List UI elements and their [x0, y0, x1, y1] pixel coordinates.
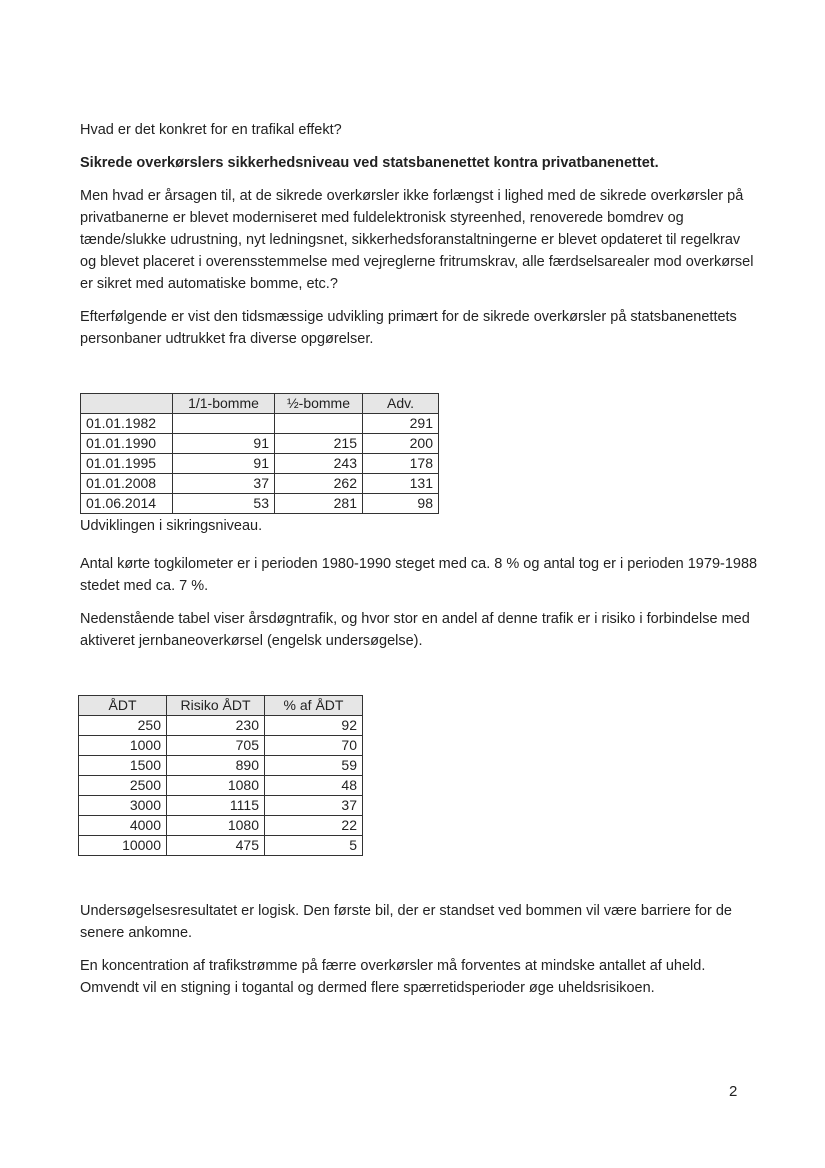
- table-cell: 1080: [167, 816, 265, 836]
- table-cell: 890: [167, 756, 265, 776]
- page-number: 2: [729, 1083, 738, 1100]
- table-cell: 91: [173, 434, 275, 454]
- table-cell: 1500: [79, 756, 167, 776]
- table-cell: 92: [265, 716, 363, 736]
- table-cell: 3000: [79, 796, 167, 816]
- table-header-cell: % af ÅDT: [265, 696, 363, 716]
- table-cell: 53: [173, 494, 275, 514]
- table-cell: 131: [363, 474, 439, 494]
- table-cell: 01.01.2008: [81, 474, 173, 494]
- table-header-cell: ÅDT: [79, 696, 167, 716]
- table-header-cell: ½-bomme: [275, 394, 363, 414]
- table-cell: 1080: [167, 776, 265, 796]
- table-row: [79, 756, 363, 776]
- traffic-risk-table: [78, 695, 363, 856]
- table-cell: 2500: [79, 776, 167, 796]
- paragraph-table-intro: Nedenstående tabel viser årsdøgntrafik, og hvor stor en andel af denne trafik er i risiko i forbindelse med aktiveret jernbaneoverkørsel (engelsk undersøgelse).: [80, 611, 750, 649]
- paragraph-modernisation: Men hvad er årsagen til, at de sikrede overkørsler ikke forlængst i lighed med de sikrede overkørsler på privatbanerne er blevet moderniseret med fuldelektronisk styreenhed, renoverede bomdrev og tænde/slukke udrustning, nyt ledningsnet, sikkerhedsforanstaltningerne er blevet opdateret til regelkrav og blevet placeret i overensstemmelse med vejreglerne fritrumskrav, alle færdselsarealer mod overkørsel er sikret med automatiske bomme, etc.?: [80, 188, 754, 292]
- table-cell: 243: [275, 454, 363, 474]
- table-cell: 215: [275, 434, 363, 454]
- table-cell: 475: [167, 836, 265, 856]
- table-cell: [173, 414, 275, 434]
- table-cell: 98: [363, 494, 439, 514]
- table-cell: 178: [363, 454, 439, 474]
- table-cell: 281: [275, 494, 363, 514]
- paragraph-concentration: En koncentration af trafikstrømme på færre overkørsler må forventes at mindske antallet af uheld. Omvendt vil en stigning i togantal og dermed flere spærretidsperioder øge uheldsrisikoen.: [80, 958, 706, 996]
- table-cell: 48: [265, 776, 363, 796]
- table-header-cell: Risiko ÅDT: [167, 696, 265, 716]
- table-cell: 1000: [79, 736, 167, 756]
- table-row: [79, 716, 363, 736]
- table-cell: 1115: [167, 796, 265, 816]
- question-text: Hvad er det konkret for en trafikal effekt?: [80, 122, 342, 138]
- table-header-cell: 1/1-bomme: [173, 394, 275, 414]
- table-cell: 70: [265, 736, 363, 756]
- table-row: [79, 736, 363, 756]
- table-cell: 262: [275, 474, 363, 494]
- table-header-cell: Adv.: [363, 394, 439, 414]
- table-cell: 01.01.1995: [81, 454, 173, 474]
- table-cell: 22: [265, 816, 363, 836]
- paragraph-result: Undersøgelsesresultatet er logisk. Den første bil, der er standset ved bommen vil være barriere for de senere ankomne.: [80, 903, 732, 941]
- paragraph-development-intro: Efterfølgende er vist den tidsmæssige udvikling primært for de sikrede overkørsler på statsbanenettets personbaner udtrukket fra diverse opgørelser.: [80, 309, 737, 347]
- table-row: [81, 494, 439, 514]
- table-cell: 200: [363, 434, 439, 454]
- paragraph-train-km: Antal kørte togkilometer er i perioden 1980-1990 steget med ca. 8 % og antal tog er i perioden 1979-1988 stedet med ca. 7 %.: [80, 556, 758, 594]
- table-cell: 291: [363, 414, 439, 434]
- table-cell: 01.01.1990: [81, 434, 173, 454]
- table-header-cell: [81, 394, 173, 414]
- table-row: [81, 414, 439, 434]
- table-row: [81, 434, 439, 454]
- table-header-row: [81, 394, 439, 414]
- table-row: [81, 454, 439, 474]
- table-cell: 4000: [79, 816, 167, 836]
- table-cell: 37: [265, 796, 363, 816]
- table-row: [79, 796, 363, 816]
- section-heading: Sikrede overkørslers sikkerhedsniveau ved statsbanenettet kontra privatbanenettet.: [80, 155, 659, 171]
- table-cell: 01.01.1982: [81, 414, 173, 434]
- table-header-row: [79, 696, 363, 716]
- table-row: [79, 816, 363, 836]
- table-cell: 37: [173, 474, 275, 494]
- table-row: [79, 776, 363, 796]
- crossing-protection-table: [80, 393, 439, 514]
- table-row: [81, 474, 439, 494]
- table-row: [79, 836, 363, 856]
- table-cell: 91: [173, 454, 275, 474]
- table-cell: 10000: [79, 836, 167, 856]
- table-cell: 01.06.2014: [81, 494, 173, 514]
- table-caption: Udviklingen i sikringsniveau.: [80, 518, 263, 534]
- table-cell: [275, 414, 363, 434]
- table-cell: 705: [167, 736, 265, 756]
- table-cell: 5: [265, 836, 363, 856]
- table-cell: 59: [265, 756, 363, 776]
- table-cell: 250: [79, 716, 167, 736]
- table-cell: 230: [167, 716, 265, 736]
